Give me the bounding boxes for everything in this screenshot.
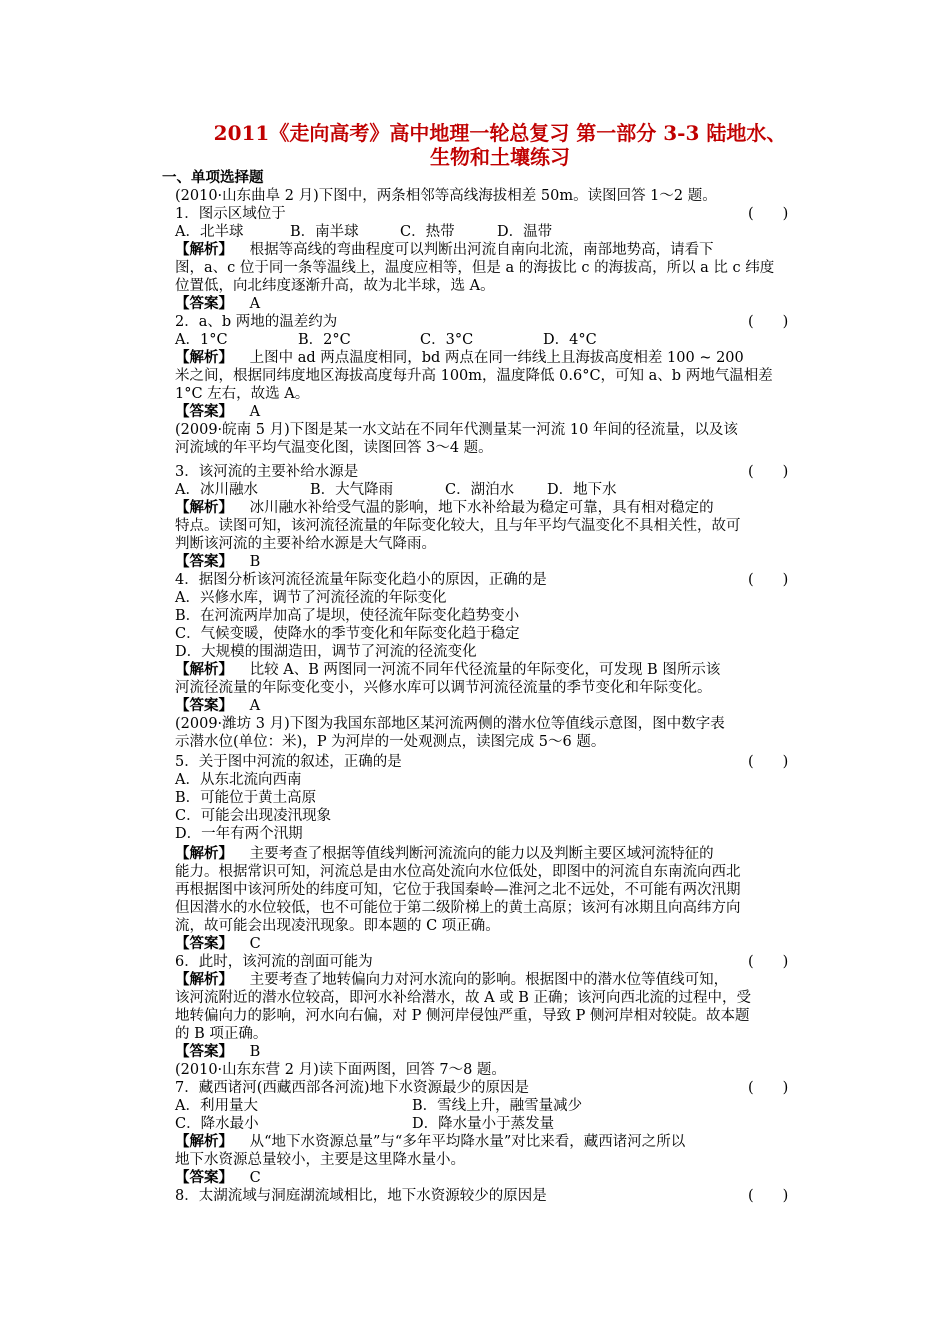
q1-option-d: D．温带: [497, 224, 553, 240]
q1-answer: [175, 295, 805, 313]
q5-analysis-line-5: 流，故可能会出现凌汛现象。即本题的 C 项正确。: [175, 918, 500, 934]
q4-answer: [175, 697, 805, 715]
q1-answer-blank: ( ): [748, 206, 789, 222]
q2-option-c: C．3°C: [420, 332, 474, 348]
answer-value: A: [249, 296, 261, 312]
q1-analysis-line-2: 图，a、c 位于同一条等温线上，温度应相等，但是 a 的海拔比 c 的海拔高，所以 a 比 c 纬度: [175, 260, 775, 276]
q1-option-c: C．热带: [400, 224, 455, 240]
q5-analysis-line-4: 但因潜水的水位较低，也不可能位于第二级阶梯上的黄土高原；该河有冰期且向高纬方向: [175, 900, 741, 916]
q7-option-d: D．降水量小于蒸发量: [412, 1116, 555, 1132]
analysis-label: 【解析】: [175, 971, 233, 988]
analysis-label: 【解析】: [175, 499, 233, 516]
answer-value: A: [249, 404, 261, 420]
intro-q7-8: (2010·山东东营 2 月)读下面两图，回答 7～8 题。: [175, 1062, 506, 1078]
q6-stem: 6．此时，该河流的剖面可能为: [175, 954, 373, 970]
answer-label: 【答案】: [175, 1169, 233, 1186]
q4-option-d: D．大规模的围湖造田，调节了河流的径流变化: [175, 644, 477, 660]
q5-option-a: A．从东北流向西南: [175, 772, 302, 788]
q3-analysis-line-2: 特点。读图可知，该河流径流量的年际变化较大，且与年平均气温变化不具相关性，故可: [175, 518, 741, 534]
q6-analysis-line-1: [175, 971, 805, 989]
q6-analysis-line-3: 地转偏向力的影响，河水向右偏，对 P 侧河岸侵蚀严重，导致 P 侧河岸相对较陡。故本题: [175, 1008, 750, 1024]
q7-option-c: C．降水最小: [175, 1116, 259, 1132]
q7-option-b: B．雪线上升，融雪量减少: [412, 1098, 583, 1114]
q5-option-b: B．可能位于黄土高原: [175, 790, 317, 806]
answer-value: C: [249, 936, 261, 952]
analysis-text: 主要考查了根据等值线判断河流流向的能力以及判断主要区域河流特征的: [249, 846, 714, 862]
analysis-text: 从“地下水资源总量”与“多年平均降水量”对比来看，藏西诸河之所以: [249, 1134, 686, 1150]
q4-option-b: B．在河流两岸加高了堤坝，使径流年际变化趋势变小: [175, 608, 520, 624]
analysis-text: 根据等高线的弯曲程度可以判断出河流自南向北流，南部地势高，请看下: [249, 242, 714, 258]
intro-q1-2: (2010·山东曲阜 2 月)下图中，两条相邻等高线海拔相差 50m。读图回答 1～2 题。: [175, 188, 717, 204]
intro-q5-6-line-2: 示潜水位(单位：米)，P 为河岸的一处观测点，读图完成 5～6 题。: [175, 734, 606, 750]
q2-option-b: B．2°C: [298, 332, 351, 348]
answer-label: 【答案】: [175, 1043, 233, 1060]
answer-value: B: [249, 554, 261, 570]
analysis-label: 【解析】: [175, 241, 233, 258]
q2-analysis-line-1: [175, 349, 805, 367]
q5-answer-blank: ( ): [748, 754, 789, 770]
q6-analysis-line-4: 的 B 项正确。: [175, 1026, 268, 1042]
q8-stem: 8．太湖流域与洞庭湖流域相比，地下水资源较少的原因是: [175, 1188, 547, 1204]
document-title-line-2: 生物和土壤练习: [430, 145, 570, 169]
answer-label: 【答案】: [175, 403, 233, 420]
q1-option-a: A．北半球: [175, 224, 244, 240]
analysis-label: 【解析】: [175, 349, 233, 366]
q5-analysis-line-2: 能力。根据常识可知，河流总是由水位高处流向水位低处，即图中的河流自东南流向西北: [175, 864, 741, 880]
q2-analysis-line-2: 米之间，根据同纬度地区海拔高度每升高 100m，温度降低 0.6°C，可知 a、b 两地气温相差: [175, 368, 773, 384]
q1-option-b: B．南半球: [290, 224, 359, 240]
q7-answer-blank: ( ): [748, 1080, 789, 1096]
q7-stem: 7．藏西诸河(西藏西部各河流)地下水资源最少的原因是: [175, 1080, 530, 1096]
q3-option-a: A．冰川融水: [175, 482, 258, 498]
q4-analysis-line-2: 河流径流量的年际变化变小，兴修水库可以调节河流径流量的季节变化和年际变化。: [175, 680, 712, 696]
q3-option-c: C．湖泊水: [445, 482, 515, 498]
answer-value: A: [249, 698, 261, 714]
analysis-text: 比较 A、B 两图同一河流不同年代径流量的年际变化，可发现 B 图所示该: [249, 662, 721, 678]
q1-analysis-line-1: [175, 241, 805, 259]
q3-analysis-line-1: [175, 499, 805, 517]
q4-analysis-line-1: [175, 661, 805, 679]
q8-answer-blank: ( ): [748, 1188, 789, 1204]
q2-answer: [175, 403, 805, 421]
q4-answer-blank: ( ): [748, 572, 789, 588]
analysis-text: 冰川融水补给受气温的影响，地下水补给最为稳定可靠，具有相对稳定的: [249, 500, 714, 516]
q5-analysis-line-1: [175, 845, 805, 863]
q5-option-d: D．一年有两个汛期: [175, 826, 303, 842]
answer-label: 【答案】: [175, 295, 233, 312]
q7-analysis-line-1: [175, 1133, 805, 1151]
answer-label: 【答案】: [175, 935, 233, 952]
q2-stem: 2．a、b 两地的温差约为: [175, 314, 338, 330]
q6-answer: [175, 1043, 805, 1061]
document-title-line-1: 2011《走向高考》高中地理一轮总复习 第一部分 3-3 陆地水、: [213, 121, 787, 145]
answer-label: 【答案】: [175, 553, 233, 570]
q6-analysis-line-2: 该河流附近的潜水位较高，即河水补给潜水，故 A 或 B 正确；该河向西北流的过程中，受: [175, 990, 752, 1006]
intro-q3-4-line-1: (2009·皖南 5 月)下图是某一水文站在不同年代测量某一河流 10 年间的径流量，以及该: [175, 422, 738, 438]
q4-option-a: A．兴修水库，调节了河流径流的年际变化: [175, 590, 447, 606]
q7-answer: [175, 1169, 805, 1187]
q3-option-b: B．大气降雨: [310, 482, 394, 498]
answer-label: 【答案】: [175, 697, 233, 714]
q7-option-a: A．利用量大: [175, 1098, 258, 1114]
q2-answer-blank: ( ): [748, 314, 789, 330]
q3-option-d: D．地下水: [547, 482, 617, 498]
analysis-label: 【解析】: [175, 845, 233, 862]
answer-value: B: [249, 1044, 261, 1060]
q4-stem: 4．据图分析该河流径流量年际变化趋小的原因，正确的是: [175, 572, 547, 588]
q3-analysis-line-3: 判断该河流的主要补给水源是大气降雨。: [175, 536, 436, 552]
analysis-text: 上图中 ad 两点温度相同，bd 两点在同一纬线上且海拔高度相差 100 ~ 200: [249, 350, 744, 366]
q7-analysis-line-2: 地下水资源总量较小，主要是这里降水量小。: [175, 1152, 465, 1168]
q2-option-a: A．1°C: [175, 332, 228, 348]
answer-value: C: [249, 1170, 261, 1186]
q5-option-c: C．可能会出现凌汛现象: [175, 808, 332, 824]
q3-stem: 3．该河流的主要补给水源是: [175, 464, 359, 480]
q6-answer-blank: ( ): [748, 954, 789, 970]
q1-stem: 1．图示区域位于: [175, 206, 286, 222]
q5-stem: 5．关于图中河流的叙述，正确的是: [175, 754, 402, 770]
analysis-label: 【解析】: [175, 1133, 233, 1150]
q2-analysis-line-3: 1°C 左右，故选 A。: [175, 386, 310, 402]
q5-analysis-line-3: 再根据图中该河所处的纬度可知，它位于我国秦岭—淮河之北不远处，不可能有两次汛期: [175, 882, 741, 898]
analysis-label: 【解析】: [175, 661, 233, 678]
analysis-text: 主要考查了地转偏向力对河水流向的影响。根据图中的潜水位等值线可知，: [249, 972, 729, 988]
q3-answer-blank: ( ): [748, 464, 789, 480]
intro-q3-4-line-2: 河流域的年平均气温变化图，读图回答 3～4 题。: [175, 440, 493, 456]
q4-option-c: C．气候变暖，使降水的季节变化和年际变化趋于稳定: [175, 626, 520, 642]
intro-q5-6-line-1: (2009·潍坊 3 月)下图为我国东部地区某河流两侧的潜水位等值线示意图，图中数字表: [175, 716, 725, 732]
q2-option-d: D．4°C: [543, 332, 597, 348]
q1-analysis-line-3: 位置低，向北纬度逐渐升高，故为北半球，选 A。: [175, 278, 495, 294]
q3-answer: [175, 553, 805, 571]
q5-answer: [175, 935, 805, 953]
section-heading: 一、单项选择题: [162, 169, 264, 186]
